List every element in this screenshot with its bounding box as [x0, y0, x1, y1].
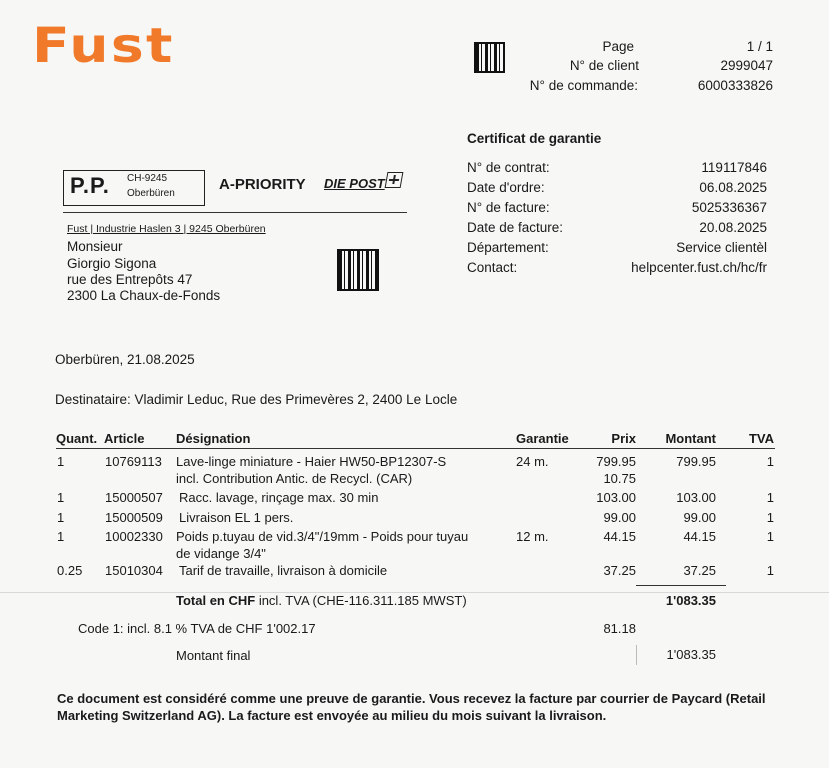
address-salutation: Monsieur: [67, 239, 123, 254]
row5-designation: Tarif de travaille, livraison à domicile: [179, 563, 388, 578]
col-price-header: Prix: [611, 431, 636, 446]
contract-label: N° de contrat:: [467, 160, 550, 175]
fust-logo: Fust: [32, 18, 175, 74]
row4-article: 10002330: [105, 529, 163, 544]
row2-price: 103.00: [596, 490, 636, 505]
contract-value: 119117846: [701, 160, 767, 175]
col-designation-header: Désignation: [176, 431, 251, 446]
invoice-number-label: N° de facture:: [467, 200, 550, 215]
row2-amount: 103.00: [676, 490, 716, 505]
row3-amount: 99.00: [683, 510, 716, 525]
row2-vat: 1: [766, 490, 774, 505]
order-number-label: N° de commande:: [529, 78, 638, 93]
address-street: rue des Entrepôts 47: [67, 272, 193, 287]
row4-warranty: 12 m.: [516, 529, 549, 544]
row1-vat: 1: [766, 454, 774, 469]
total-label-rest: incl. TVA (CHE-116.311.185 MWST): [255, 593, 467, 608]
row4-amount: 44.15: [683, 529, 716, 544]
order-date-label: Date d'ordre:: [467, 180, 545, 195]
row2-article: 15000507: [105, 490, 163, 505]
priority-label: A-PRIORITY: [219, 176, 306, 193]
postage-rule: [63, 212, 407, 213]
recipient-line: Destinataire: Vladimir Leduc, Rue des Primevères 2, 2400 Le Locle: [55, 392, 458, 407]
row4-designation-line2: de vidange 3/4": [176, 546, 266, 561]
row4-vat: 1: [766, 529, 774, 544]
row1-amount: 799.95: [676, 454, 716, 469]
page-value: 1 / 1: [746, 39, 773, 54]
col-amount-header: Montant: [665, 431, 716, 446]
contact-label: Contact:: [467, 260, 518, 275]
vat-code-value: 81.18: [603, 621, 636, 636]
row4-price: 44.15: [603, 529, 636, 544]
row1-warranty: 24 m.: [516, 454, 549, 469]
vat-code-label: Code 1: incl. 8.1 % TVA de CHF 1'002.17: [78, 621, 316, 636]
sender-line: Fust | Industrie Haslen 3 | 9245 Oberbüren: [67, 223, 266, 235]
address-name: Giorgio Sigona: [67, 256, 157, 271]
row4-qty: 1: [57, 529, 65, 544]
amount-underline: [636, 585, 726, 586]
row3-price: 99.00: [603, 510, 636, 525]
row5-price: 37.25: [603, 563, 636, 578]
die-post-logo: DIE POST: [324, 176, 385, 191]
footer-note: Ce document est considéré comme une preuve de garantie. Vous recevez la facture par courrier de Paycard (Retail Marketing Switzerland AG). La facture est envoyée au milieu du mois suivant la livraison.: [57, 691, 766, 723]
department-value: Service clientèl: [676, 240, 767, 255]
place-date: Oberbüren, 21.08.2025: [55, 352, 195, 367]
table-header-rule: [56, 448, 775, 449]
row1-designation-line2: incl. Contribution Antic. de Recycl. (CAR): [176, 471, 413, 486]
row3-designation: Livraison EL 1 pers.: [179, 510, 294, 525]
row2-designation: Racc. lavage, rinçage max. 30 min: [179, 490, 379, 505]
total-label-bold: Total en CHF: [176, 593, 256, 608]
row2-qty: 1: [57, 490, 65, 505]
row5-qty: 0.25: [57, 563, 83, 578]
pp-zip: CH-9245: [127, 173, 168, 184]
pp-place: Oberbüren: [127, 188, 175, 199]
row1-price-car: 10.75: [603, 471, 636, 486]
row5-vat: 1: [766, 563, 774, 578]
row1-article: 10769113: [105, 454, 162, 469]
order-date-value: 06.08.2025: [699, 180, 767, 195]
row3-vat: 1: [766, 510, 774, 525]
row5-article: 15010304: [105, 563, 163, 578]
department-label: Département:: [467, 240, 549, 255]
datamatrix-code-address: [337, 249, 379, 291]
address-city: 2300 La Chaux-de-Fonds: [67, 288, 221, 303]
total-label: [176, 593, 467, 608]
final-value: 1'083.35: [666, 647, 716, 662]
invoice-date-value: 20.08.2025: [699, 220, 767, 235]
certificate-title: Certificat de garantie: [467, 131, 602, 146]
row3-qty: 1: [57, 510, 65, 525]
page-label: Page: [602, 39, 634, 54]
client-number-value: 2999047: [720, 58, 773, 73]
row3-article: 15000509: [105, 510, 163, 525]
row1-designation-line1: Lave-linge miniature - Haier HW50-BP12307-S: [176, 454, 447, 469]
swiss-cross-icon: [385, 172, 404, 188]
contact-link[interactable]: helpcenter.fust.ch/hc/fr: [631, 260, 767, 275]
col-vat-header: TVA: [748, 431, 774, 446]
invoice-number-value: 5025336367: [691, 200, 767, 215]
final-label: Montant final: [176, 648, 251, 663]
row4-designation-line1: Poids p.tuyau de vid.3/4"/19mm - Poids pour tuyau: [176, 529, 469, 544]
client-number-label: N° de client: [569, 58, 639, 73]
row5-amount: 37.25: [683, 563, 716, 578]
col-warranty-header: Garantie: [516, 431, 569, 446]
col-qty-header: Quant.: [56, 431, 98, 446]
col-article-header: Article: [104, 431, 145, 446]
order-number-value: 6000333826: [697, 78, 773, 93]
row1-price: 799.95: [596, 454, 636, 469]
pp-label: P.P.: [70, 173, 110, 198]
total-value: 1'083.35: [665, 593, 716, 608]
invoice-date-label: Date de facture:: [467, 220, 564, 235]
row1-qty: 1: [57, 454, 65, 469]
